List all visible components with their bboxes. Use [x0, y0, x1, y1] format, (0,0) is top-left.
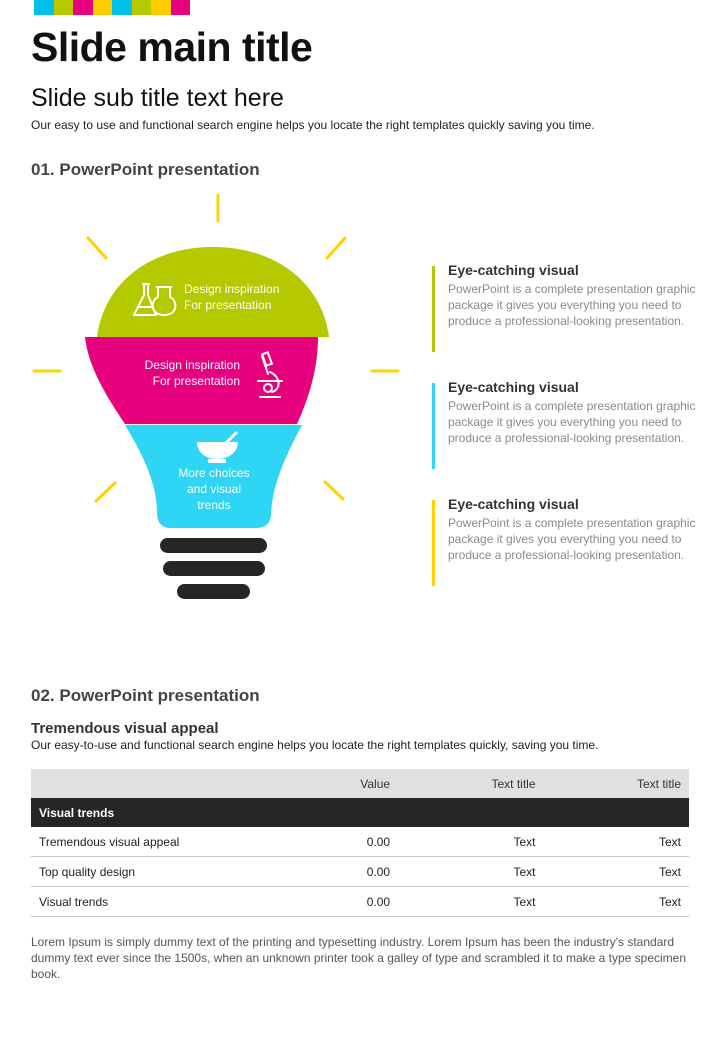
feature-description: PowerPoint is a complete presentation graphic package it gives you everything you need to produce a professional-looking presentation. — [448, 282, 696, 328]
bulb-bottom-text: More choices and visual trends — [178, 466, 250, 512]
table-row — [31, 887, 689, 917]
table-row — [31, 827, 689, 857]
ray — [327, 238, 345, 258]
column-header: Text title — [398, 769, 543, 798]
feature-title: Eye-catching visual — [448, 262, 579, 278]
table-row — [31, 857, 689, 887]
group-label: Visual trends — [31, 798, 689, 827]
ray — [88, 238, 106, 258]
page-subtitle: Slide sub title text here — [31, 84, 284, 112]
lightbulb-infographic — [0, 185, 430, 615]
color-swatch — [132, 0, 152, 15]
table-cell: Text — [398, 857, 543, 887]
table-cell: Text — [544, 827, 689, 857]
feature-description: PowerPoint is a complete presentation graphic package it gives you everything you need to produce a professional-looking presentation. — [448, 399, 696, 445]
ray — [325, 482, 343, 499]
color-swatch — [171, 0, 191, 15]
footer-paragraph: Lorem Ipsum is simply dummy text of the printing and typesetting industry. Lorem Ipsum has been the industry's standard dummy text ever since the 1500s, when an unknown printer took a galley of type and scrambled it to make a type specimen book. — [31, 935, 687, 981]
color-swatch — [34, 0, 54, 15]
section-title: 01. PowerPoint presentation — [31, 160, 260, 179]
column-header — [31, 769, 287, 798]
bulb-base-line — [163, 561, 265, 576]
ray — [96, 483, 115, 501]
feature-item — [432, 496, 698, 586]
table-cell: Top quality design — [31, 857, 287, 887]
table-cell: Visual trends — [31, 887, 287, 917]
bulb-base-line — [177, 584, 250, 599]
bulb-middle-text: Design inspiration For presentation — [144, 358, 240, 388]
feature-item — [432, 379, 698, 469]
table-group-row — [31, 798, 689, 827]
table-cell: Text — [544, 857, 689, 887]
table-cell: 0.00 — [287, 857, 398, 887]
table-cell: Text — [544, 887, 689, 917]
table-cell: 0.00 — [287, 887, 398, 917]
bulb-base-line — [160, 538, 267, 553]
page-description: Our easy to use and functional search engine helps you locate the right templates quickly saving you time. — [31, 118, 595, 132]
column-header: Value — [287, 769, 398, 798]
page-title: Slide main title — [31, 24, 313, 70]
color-strip — [34, 0, 190, 15]
data-table — [31, 769, 689, 917]
section-title: 02. PowerPoint presentation — [31, 686, 260, 705]
column-header: Text title — [544, 769, 689, 798]
table-cell: Text — [398, 827, 543, 857]
table-cell: Text — [398, 887, 543, 917]
feature-title: Eye-catching visual — [448, 496, 579, 512]
color-swatch — [93, 0, 113, 15]
feature-title: Eye-catching visual — [448, 379, 579, 395]
feature-item — [432, 262, 698, 352]
feature-description: PowerPoint is a complete presentation graphic package it gives you everything you need to produce a professional-looking presentation. — [448, 516, 696, 562]
color-swatch — [151, 0, 171, 15]
color-swatch — [73, 0, 93, 15]
table-heading: Tremendous visual appeal — [31, 720, 219, 737]
color-swatch — [54, 0, 74, 15]
table-description: Our easy-to-use and functional search engine helps you locate the right templates quickly, saving you time. — [31, 738, 599, 752]
table-header-row — [31, 769, 689, 798]
bulb-top-text: Design inspiration For presentation — [184, 282, 280, 312]
table-cell: 0.00 — [287, 827, 398, 857]
color-swatch — [112, 0, 132, 15]
table-cell: Tremendous visual appeal — [31, 827, 287, 857]
